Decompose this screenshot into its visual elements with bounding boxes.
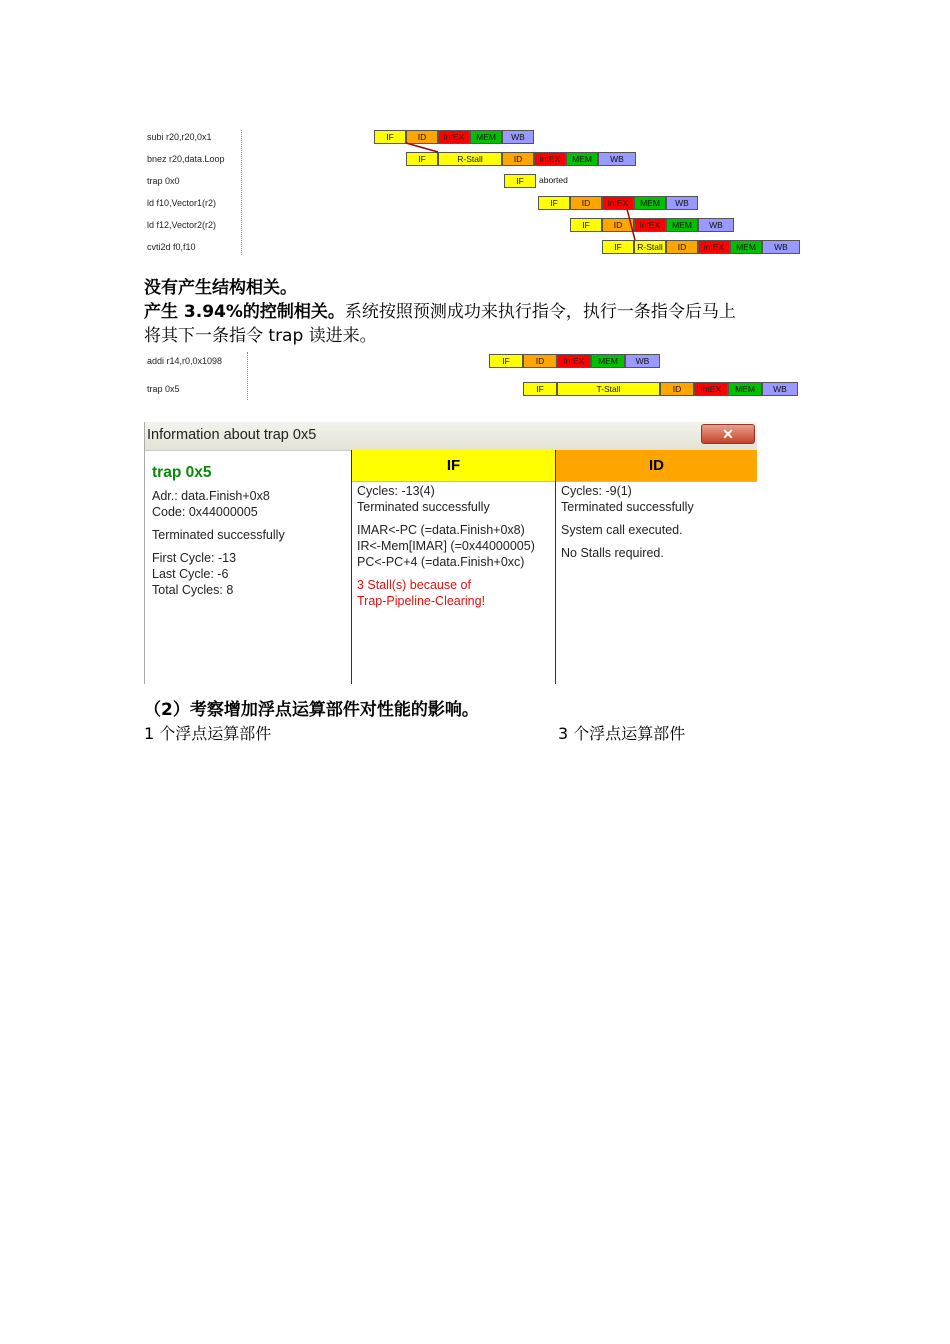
stage-if: IF [406,152,438,166]
instruction-label: ld f12,Vector2(r2) [147,220,217,230]
stage-ex: intEX [602,196,634,210]
stage-id: ID [523,354,557,368]
stage-wb: WB [762,240,800,254]
stage-id: ID [660,382,694,396]
stage-id: ID [570,196,602,210]
id-column [556,450,757,684]
if-cycles: Cycles: -13(4) [357,484,435,498]
section-heading: （2）考察增加浮点运算部件对性能的影响。 [144,700,479,720]
dependency-arrows [143,130,808,255]
id-status: Terminated successfully [561,500,694,514]
stage-id: ID [666,240,698,254]
control-hazard-text [144,300,736,324]
instruction-label: bnez r20,data.Loop [147,154,225,164]
stage-wb: WB [598,152,636,166]
stage-wb: WB [666,196,698,210]
stage-wb: WB [502,130,534,144]
instruction-label: trap 0x5 [147,384,180,394]
if-line-3: PC<-PC+4 (=data.Finish+0xc) [357,555,525,569]
pipeline-row [143,382,808,396]
no-structural-hazard-text: 没有产生结构相关。 [144,278,297,298]
window-title: Information about trap 0x5 [147,427,317,443]
stage-wb: WB [625,354,660,368]
instruction-label: cvti2d f0,f10 [147,242,196,252]
control-hazard-bold: 产生 3.94%的控制相关。 [144,302,345,322]
stage-id: ID [602,218,634,232]
stage-if: IF [570,218,602,232]
stage-mem: MEM [730,240,762,254]
stage-wb: WB [762,382,798,396]
id-line-1: System call executed. [561,523,683,537]
instruction-name: trap 0x5 [152,464,212,481]
stage-if: IF [523,382,557,396]
id-cycles: Cycles: -9(1) [561,484,632,498]
id-header: ID [556,450,757,482]
stage-ex: intEX [438,130,470,144]
instruction-label: subi r20,r20,0x1 [147,132,212,142]
stage-wb: WB [698,218,734,232]
if-stall-note-1: 3 Stall(s) because of [357,578,471,592]
stage-ex: intEX [557,354,591,368]
stage-r-stall: R-Stall [634,240,666,254]
window-titlebar [145,422,757,451]
control-hazard-rest: 系统按照预测成功来执行指令，执行一条指令后马上 [344,302,736,322]
stage-r-stall: R-Stall [438,152,502,166]
first-cycle: First Cycle: -13 [152,551,237,565]
id-line-2: No Stalls required. [561,546,664,560]
info-window [144,422,757,684]
pipeline-diagram-1 [143,130,808,255]
close-button[interactable]: ✕ [701,424,755,444]
pipeline-row [143,354,808,368]
stage-t-stall: T-Stall [557,382,660,396]
if-line-2: IR<-Mem[IMAR] (=0x44000005) [357,539,535,553]
status-line: Terminated successfully [152,528,285,542]
total-cycles: Total Cycles: 8 [152,583,234,597]
last-cycle: Last Cycle: -6 [152,567,229,581]
instruction-label: trap 0x0 [147,176,180,186]
if-status: Terminated successfully [357,500,490,514]
if-header: IF [352,450,555,482]
stage-ex: intEX [694,382,728,396]
stage-mem: MEM [470,130,502,144]
stage-mem: MEM [591,354,625,368]
stage-if: IF [374,130,406,144]
summary-column [145,450,352,684]
stage-if: IF [504,174,536,188]
stage-mem: MEM [728,382,762,396]
stage-mem: MEM [566,152,598,166]
if-line-1: IMAR<-PC (=data.Finish+0x8) [357,523,525,537]
stage-id: ID [502,152,534,166]
code-line: Code: 0x44000005 [152,505,258,519]
stage-mem: MEM [666,218,698,232]
stage-id: ID [406,130,438,144]
instruction-label: ld f10,Vector1(r2) [147,198,217,208]
stage-mem: MEM [634,196,666,210]
stage-ex: intEX [634,218,666,232]
right-caption: 3 个浮点运算部件 [558,724,686,743]
stage-if: IF [489,354,523,368]
stage-if: IF [602,240,634,254]
if-stall-note-2: Trap-Pipeline-Clearing! [357,594,486,608]
stage-ex: intEX [698,240,730,254]
address-line: Adr.: data.Finish+0x8 [152,489,270,503]
stage-if: IF [538,196,570,210]
if-column [352,450,556,684]
trap-fetch-text: 将其下一条指令 trap 读进来。 [144,326,377,346]
stage-aborted: aborted [539,175,568,185]
pipeline-diagram-2 [143,352,808,400]
left-caption: 1 个浮点运算部件 [144,724,272,743]
stage-ex: intEX [534,152,566,166]
instruction-label: addi r14,r0,0x1098 [147,356,223,366]
